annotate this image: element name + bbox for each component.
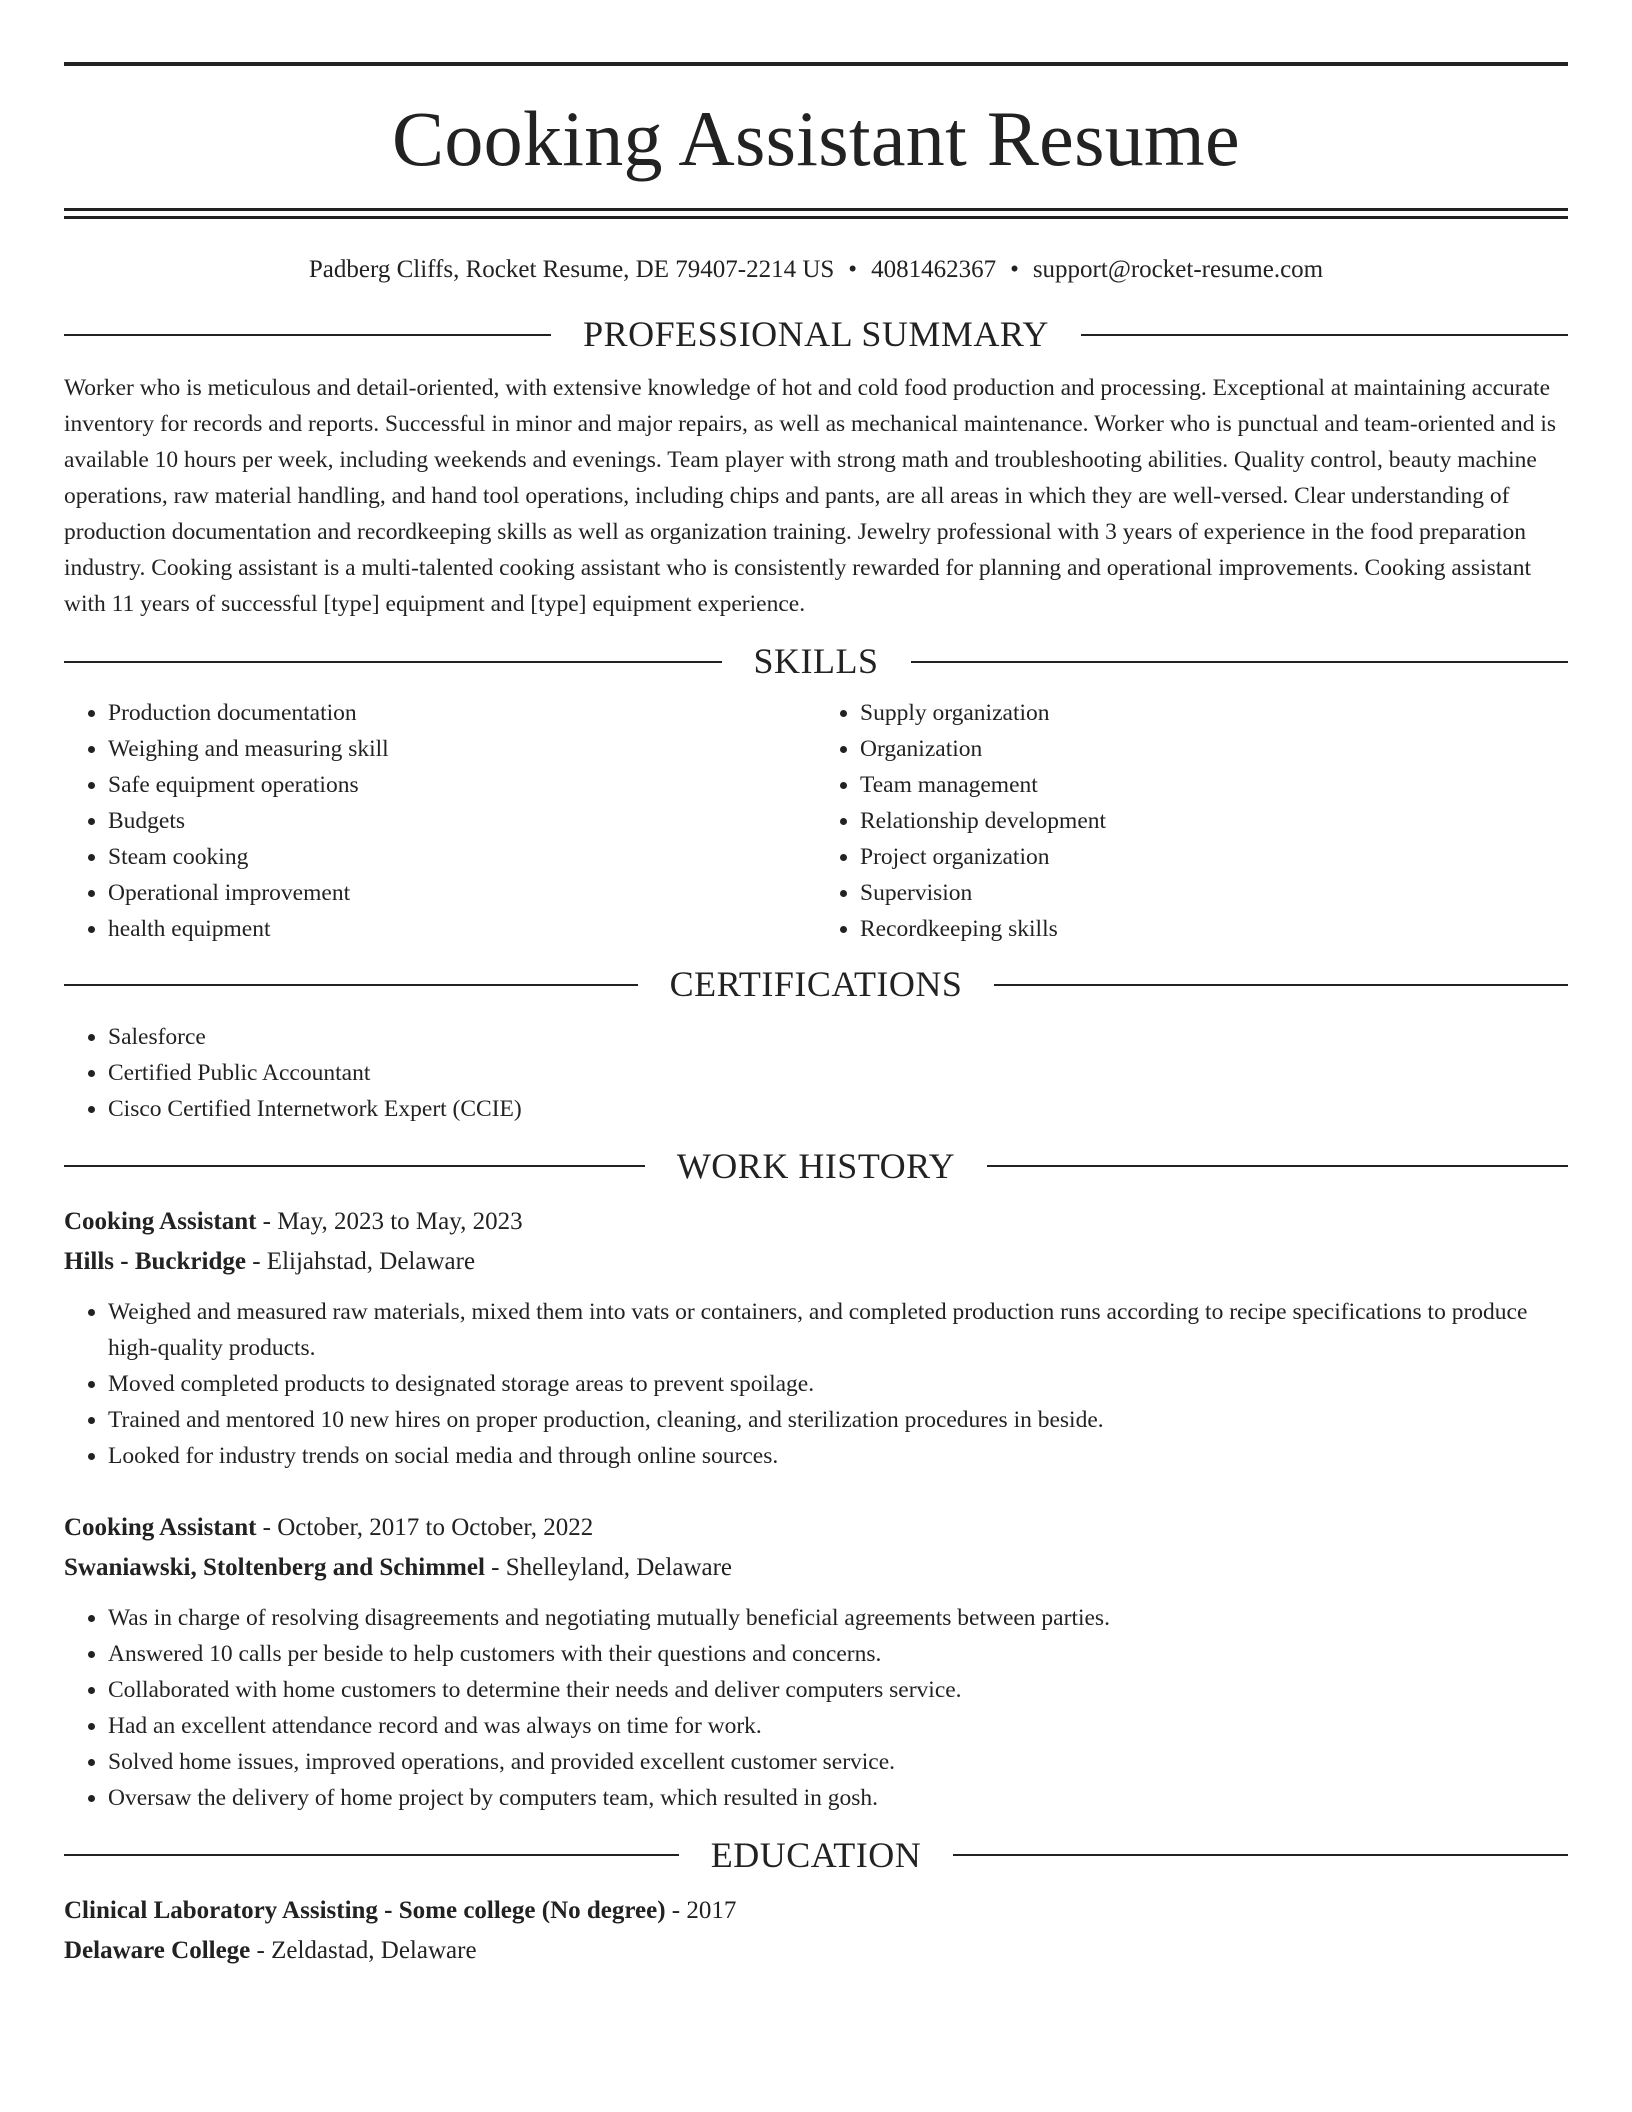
school-location: - Zeldastad, Delaware bbox=[250, 1936, 477, 1964]
job-title-line bbox=[64, 1202, 1568, 1242]
contact-separator: • bbox=[848, 256, 858, 283]
job-entry bbox=[64, 1202, 1568, 1474]
title-double-rule bbox=[64, 208, 1568, 219]
skill-item: • health equipment bbox=[108, 911, 816, 947]
work-heading: WORK HISTORY bbox=[676, 1145, 956, 1186]
job-bullet: • Oversaw the delivery of home project by computers team, which resulted in gosh. bbox=[108, 1780, 1568, 1816]
job-bullet: • Answered 10 calls per beside to help customers with their questions and concerns. bbox=[108, 1636, 1568, 1672]
skill-item: • Relationship development bbox=[860, 803, 1568, 839]
skill-item: • Operational improvement bbox=[108, 875, 816, 911]
skill-item: • Production documentation bbox=[108, 695, 816, 731]
contact-separator: • bbox=[1010, 256, 1019, 283]
job-bullet: • Looked for industry trends on social media and through online sources. bbox=[108, 1438, 1568, 1474]
job-bullets bbox=[64, 1294, 1568, 1474]
job-dates: - October, 2017 to October, 2022 bbox=[256, 1513, 594, 1541]
divider bbox=[64, 661, 722, 663]
job-bullets bbox=[64, 1600, 1568, 1816]
degree-year: - 2017 bbox=[665, 1896, 737, 1924]
skill-item: • Supervision bbox=[860, 875, 1568, 911]
job-company: Hills - Buckridge bbox=[64, 1247, 246, 1275]
resume-title: Cooking Assistant Resume bbox=[392, 95, 1240, 182]
work-history bbox=[64, 1202, 1568, 1816]
divider bbox=[64, 984, 638, 986]
education-section-header bbox=[64, 1834, 1568, 1877]
job-bullet: • Trained and mentored 10 new hires on proper production, cleaning, and sterilization procedures in beside. bbox=[108, 1402, 1568, 1438]
divider bbox=[1081, 334, 1568, 336]
job-company-line bbox=[64, 1242, 1568, 1282]
skill-item: • Weighing and measuring skill bbox=[108, 731, 816, 767]
job-title-line bbox=[64, 1508, 1568, 1548]
skill-item: • Team management bbox=[860, 767, 1568, 803]
job-title: Cooking Assistant bbox=[64, 1207, 257, 1235]
divider bbox=[994, 984, 1568, 986]
certification-item: • Salesforce bbox=[108, 1019, 1568, 1055]
divider bbox=[64, 1165, 645, 1167]
certifications-list bbox=[64, 1019, 1568, 1127]
divider bbox=[987, 1165, 1568, 1167]
certifications-heading: CERTIFICATIONS bbox=[669, 964, 963, 1005]
job-company: Swaniawski, Stoltenberg and Schimmel bbox=[64, 1553, 485, 1581]
certification-item: • Cisco Certified Internetwork Expert (CCIE) bbox=[108, 1091, 1568, 1127]
degree: Clinical Laboratory Assisting - Some college (No degree) bbox=[64, 1896, 666, 1924]
divider bbox=[911, 661, 1569, 663]
job-company-line bbox=[64, 1548, 1568, 1588]
contact-email: support@rocket-resume.com bbox=[1032, 256, 1324, 283]
skill-item: • Organization bbox=[860, 731, 1568, 767]
education-entry bbox=[64, 1891, 1568, 1971]
job-dates: - May, 2023 to May, 2023 bbox=[256, 1207, 523, 1235]
skills-heading: SKILLS bbox=[753, 641, 879, 682]
degree-line bbox=[64, 1891, 1568, 1931]
skills-list-left bbox=[64, 695, 816, 947]
job-entry bbox=[64, 1508, 1568, 1816]
school-name: Delaware College bbox=[64, 1936, 251, 1964]
skills-list-right bbox=[816, 695, 1568, 947]
job-bullet: • Weighed and measured raw materials, mixed them into vats or containers, and completed production runs according to recipe specifications to produce high-quality products. bbox=[108, 1294, 1568, 1366]
contact-phone: 4081462367 bbox=[871, 256, 997, 283]
skills-section-header bbox=[64, 640, 1568, 683]
summary-section-header bbox=[64, 313, 1568, 356]
education-heading: EDUCATION bbox=[710, 1834, 922, 1875]
skill-item: • Steam cooking bbox=[108, 839, 816, 875]
contact-address: Padberg Cliffs, Rocket Resume, DE 79407-2214 US bbox=[308, 256, 835, 283]
skill-item: • Budgets bbox=[108, 803, 816, 839]
divider bbox=[64, 1854, 679, 1856]
summary-heading: PROFESSIONAL SUMMARY bbox=[583, 314, 1049, 354]
job-bullet: • Moved completed products to designated storage areas to prevent spoilage. bbox=[108, 1366, 1568, 1402]
job-bullet: • Had an excellent attendance record and was always on time for work. bbox=[108, 1708, 1568, 1744]
skill-item: • Supply organization bbox=[860, 695, 1568, 731]
top-rule bbox=[64, 62, 1568, 66]
certifications-section-header bbox=[64, 963, 1568, 1006]
work-section-header bbox=[64, 1145, 1568, 1188]
skill-item: • Project organization bbox=[860, 839, 1568, 875]
skills-grid bbox=[64, 695, 1568, 947]
job-bullet: • Solved home issues, improved operations, and provided excellent customer service. bbox=[108, 1744, 1568, 1780]
job-bullet: • Collaborated with home customers to determine their needs and deliver computers service. bbox=[108, 1672, 1568, 1708]
divider bbox=[953, 1854, 1568, 1856]
job-location: - Shelleyland, Delaware bbox=[484, 1553, 733, 1581]
job-location: - Elijahstad, Delaware bbox=[245, 1247, 476, 1275]
divider bbox=[64, 334, 551, 336]
contact-line bbox=[64, 255, 1568, 285]
summary-text: Worker who is meticulous and detail-oriented, with extensive knowledge of hot and cold food production and processing. Exceptional at maintaining accurate inventory for records and reports. Successful in minor and major repairs, as well as mechanical maintenance. Worker who is punctual and team-oriented and is available 10 hours per week, including weekends and evenings. Team player with strong math and troubleshooting abilities. Quality control, beauty machine operations, raw material handling, and hand tool operations, including chips and pants, are all areas in which they are well-versed. Clear understanding of production documentation and recordkeeping skills as well as organization training. Jewelry professional with 3 years of experience in the food preparation industry. Cooking assistant is a multi-talented cooking assistant who is consistently rewarded for planning and operational improvements. Cooking assistant with 11 years of successful [type] equipment and [type] equipment experience. bbox=[64, 375, 1557, 618]
skill-item: • Recordkeeping skills bbox=[860, 911, 1568, 947]
certification-item: • Certified Public Accountant bbox=[108, 1055, 1568, 1091]
school-line bbox=[64, 1931, 1568, 1971]
job-bullet: • Was in charge of resolving disagreements and negotiating mutually beneficial agreements between parties. bbox=[108, 1600, 1568, 1636]
skill-item: • Safe equipment operations bbox=[108, 767, 816, 803]
job-title: Cooking Assistant bbox=[64, 1513, 257, 1541]
